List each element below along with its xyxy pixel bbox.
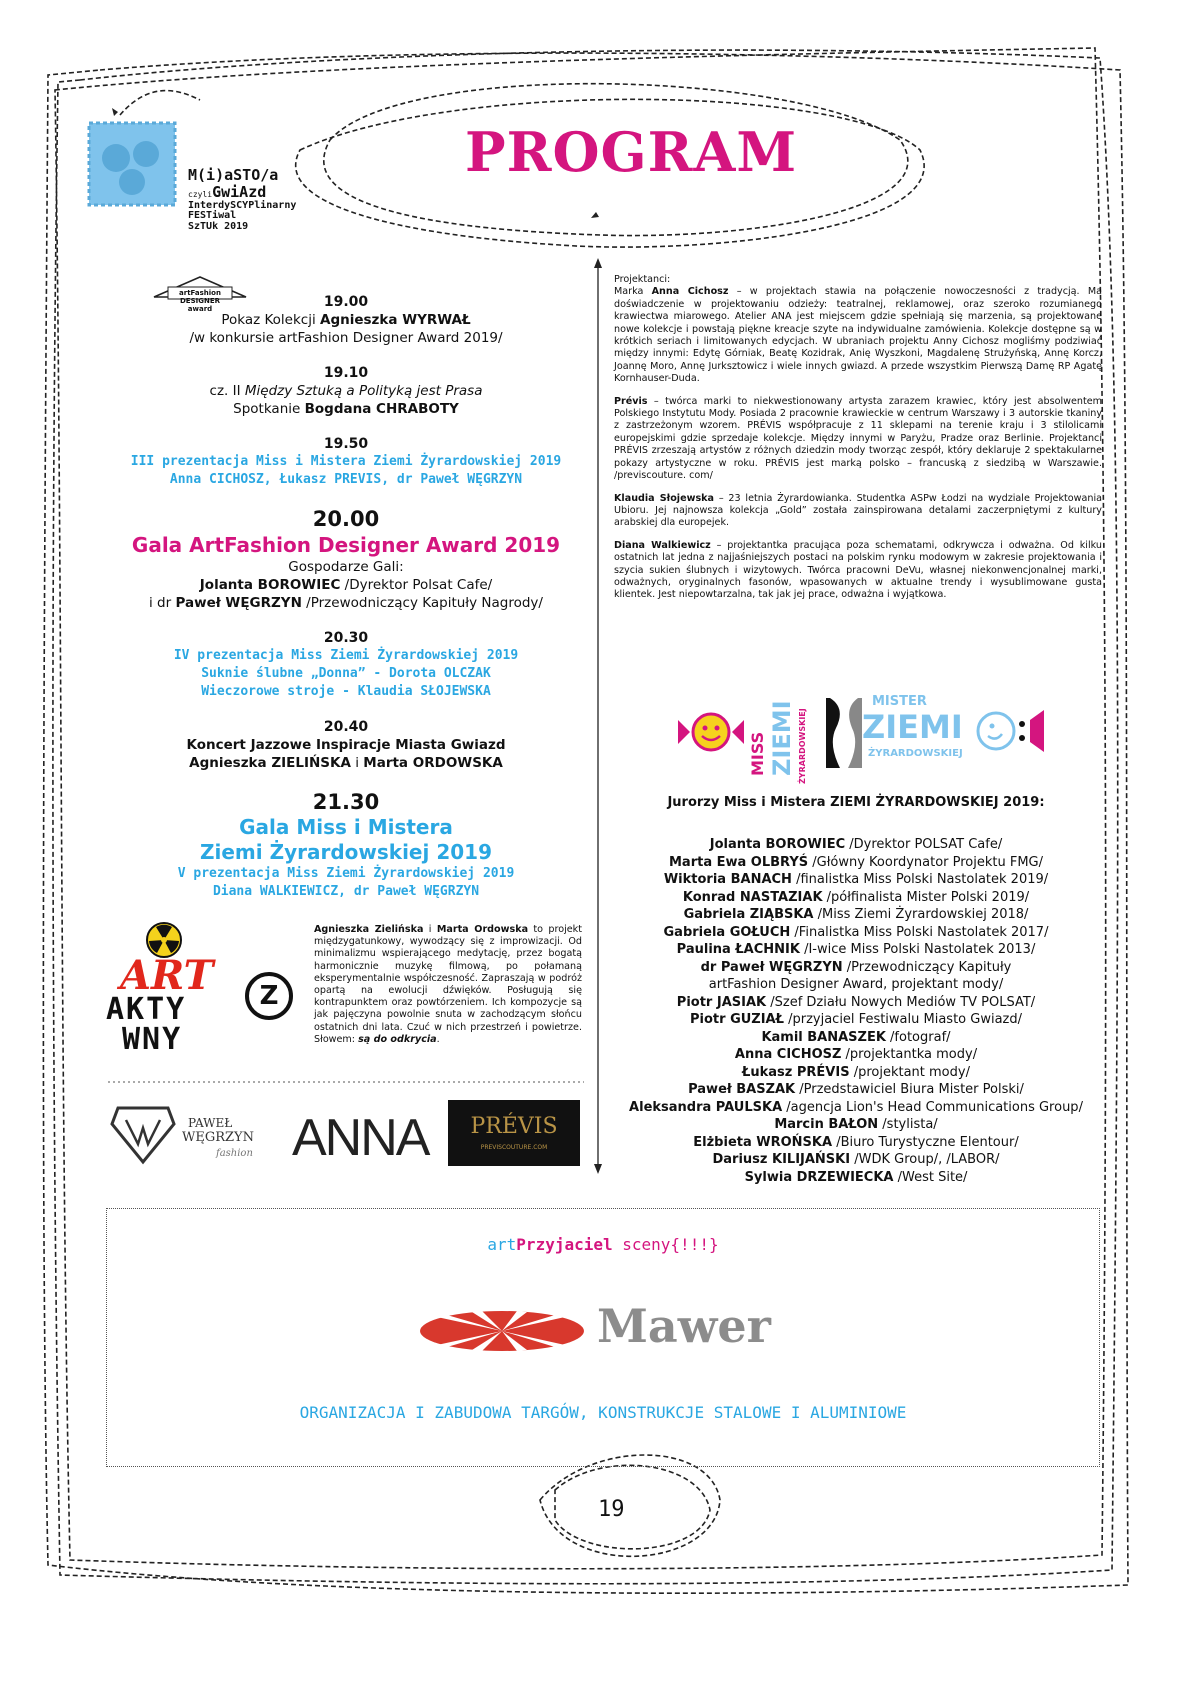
designer-text: – projektantka pracująca poza schematami, odkrywcza i odważna. Od kilku ostatnich lat jedna z najjaśniejszych postaci na polskim rynku modowym w zakresie projektowania i szycia sukien ślubnych i wizytowych. Twórca pracowni DeVu, własnej niekonwencjonalnej marki, odważnych, oryginalnych fasonów, wpasowanych w aktualne trendy i wysublimowane gusta klientek. Jest niepowtarzalna, tak jak jej prace, odważna i wyjątkowa. (614, 539, 1102, 601)
designer-name: Prévis (614, 395, 648, 407)
pw-text-2: WĘGRZYN (182, 1130, 255, 1145)
designers-intro: Projektanci: (614, 274, 671, 285)
designer-text: – twórca marki to niekwestionowany artysta zarazem krawiec, który jest absolwentem Polskiego Instytutu Mody. Posiada 2 pracownie krawieckie w centrum Warszawy i 3 autorskie tkaniny z zastrzeżonym wzorem. PRÉVIS współpracuje z 11 sklepami na terenie kraju i 3 stilolicami europejskimi gdzie sprzedaje kolekcje. Między innymi w Paryżu, Pradze oraz Berlinie. Projektanci PRÉVIS zrzeszają artystów z różnych dziedzin mody tworząc zespół, który deklaruje 2 spektakularne pokazy artystyczne w roku. PRÉVIS jest marką polsko – francuską z siedzibą w Warszawie. /previscouture. com/ (614, 395, 1102, 482)
jury-member-name: Jolanta BOROWIEC (709, 837, 846, 852)
jury-member-name: Piotr JASIAK (676, 994, 767, 1010)
event-time: 20.00 (312, 507, 380, 531)
event-text: Diana WALKIEWICZ, dr Paweł WĘGRZYN (212, 884, 480, 899)
miss-text: MISS (748, 731, 767, 776)
event-time: 19.50 (323, 436, 369, 452)
mister-region-text: ŻYRARDOWSKIEJ (868, 748, 963, 759)
jury-member (612, 836, 1100, 854)
event-title: Ziemi Żyrardowskiej 2019 (200, 840, 492, 864)
jury-member (612, 994, 1100, 1012)
event-text: Między Sztuką a Polityką jest Prasa (244, 383, 483, 399)
jury-member (612, 1151, 1100, 1169)
mawer-logo-icon (417, 1307, 587, 1355)
designers-section (614, 274, 1102, 612)
miss-text-block (740, 700, 830, 784)
jury-member (612, 1029, 1100, 1047)
previs-text: PRÉVIS (470, 1114, 558, 1139)
jury-member-role: /Biuro Turystyczne Elentour/ (832, 1134, 1019, 1150)
event-text: III prezentacja Miss i Mistera Ziemi Żyrardowskiej 2019 (130, 454, 562, 469)
desc-text: to projekt międzygatunkowy, wywodzący się z improwizacji. Od minimalizmu wspierającego medytację, przez bogatą harmonicznie muzykę filmową, po połamaną eksperymentalnie współczesność. Zapraszają w podróż opartą na ewolucji dźwięków. Posługują się kontrapunktem oraz powtórzeniem. Ich kompozycje są jak pajęczyna powolnie snuta w zachodzącym słońcu ostatnich dni lata. Czuć w nich przestrzeń i powietrze. Słowem: (314, 924, 582, 1045)
festival-name-line5: SzTUk 2019 (188, 220, 249, 232)
jury-member-name: Gabriela GOŁUCH (663, 924, 791, 940)
jury-member-role: /Miss Ziemi Żyrardowskiej 2018/ (813, 907, 1029, 922)
jury-member-name: Dariusz KILIJAŃSKI (712, 1152, 851, 1167)
sponsor-box (106, 1208, 1100, 1467)
sponsor-heading (107, 1235, 1099, 1254)
event-time: 19.10 (323, 365, 369, 381)
designer-name: Anna Cichosz (651, 286, 729, 298)
jury-member (612, 854, 1100, 872)
art-aktywny-logo (106, 922, 224, 1062)
festival-name-line1: M(i)aSTO/a (188, 166, 279, 184)
desc-dot: . (436, 1033, 440, 1045)
event-text: i (350, 755, 364, 771)
designer-text: – 23 letnia Żyrardowianka. Studentka ASPw Łodzi na wydziale Projektowania Ubioru. Jej najnowsza kolekcja „Gold” została zainspirowana detalami zaczerpniętymi z kultury arabskiej dla europejek. (614, 492, 1102, 529)
jury-title: Jurorzy Miss i Mistera ZIEMI ŻYRARDOWSKIEJ 2019: (667, 795, 1045, 810)
jury-member-role: /półfinalista Mister Polski 2019/ (822, 889, 1030, 905)
event-person: Agnieszka ZIELIŃSKA (189, 755, 351, 771)
jury-member (612, 959, 1100, 977)
jury-member-name: Gabriela ZIĄBSKA (683, 907, 814, 922)
designer-text: Marka (614, 286, 652, 298)
pw-text-1: PAWEŁ (188, 1116, 233, 1130)
jury-member-role: /Finalistka Miss Polski Nastolatek 2017/ (790, 924, 1049, 940)
event-text: Anna CICHOSZ, Łukasz PREVIS, dr Paweł WĘGRZYN (169, 472, 523, 487)
designer-text: – w projektach stawia na połączenie nowoczesności z tradycją. Ma doświadczenie w projektowaniu odzieży: teatralnej, reklamowej, oraz szeroko rozumianego krawiectwa miarowego. Atelier ANA jest miejscem gdzie spełniają się marzenia, są projektowane nowe kolekcje i powstają piękne kreacje szyte na indywidualne zamówienia. Kolekcje dostępne są w krótkich seriach i limitowanych edycjach. W ubraniach projektu Anny Cichosz mogliśmy podziwiać między innymi: Edytę Górniak, Beatę Kozidrak, Anię Wyszkoni, Magdalenę Strużyńską, Annę Korcz, Joannę Moro, Annę Jurksztowicz i wiele innych gwiazd. A przede wszystkim Pierwszą Damę RP Agatę Kornhauser-Duda. (614, 286, 1103, 385)
jury-list (612, 836, 1100, 1186)
desc-end: są do odkrycia (358, 1033, 437, 1045)
faces-silhouette-icon (824, 694, 864, 772)
event-title: Gala Miss i Mistera (239, 815, 453, 839)
jury-member-name: Piotr GUZIAŁ (690, 1012, 784, 1027)
jury-member-name: Wiktoria BANACH (663, 872, 792, 887)
jury-member-role: /projektantka mody/ (841, 1047, 978, 1062)
jury-member-role: /Przewodniczący Kapituły (842, 959, 1012, 975)
wny-text: WNY (122, 1022, 183, 1057)
jury-member (612, 1011, 1100, 1029)
concert-description (314, 924, 582, 1046)
jury-member (612, 1064, 1100, 1082)
jury-member-name: Marcin BAŁON (774, 1117, 879, 1132)
jury-member-name: Paulina ŁACHNIK (676, 942, 800, 957)
ana-logo: ANNA (292, 1109, 429, 1167)
festival-name-line4: FESTiwal (188, 210, 237, 222)
festival-name-line3: InterdySCYPlinarny (188, 199, 297, 211)
jury-member-name: Paweł BASZAK (688, 1082, 796, 1097)
mawer-brand: Mawer (597, 1299, 771, 1353)
jury-member (612, 941, 1100, 959)
jury-member-role: /Przedstawiciel Biura Mister Polski/ (795, 1082, 1024, 1097)
page-title: PROGRAM (465, 120, 798, 184)
jury-member (612, 1134, 1100, 1152)
jury-member-role: /agencja Lion's Head Communications Group/ (782, 1099, 1083, 1115)
event-person: Bogdana CHRABOTY (304, 401, 459, 417)
event-time: 21.30 (312, 790, 380, 814)
jury-member-name: dr Paweł WĘGRZYN (700, 959, 843, 975)
event-time: 20.40 (323, 719, 369, 735)
event-person: Jolanta BOROWIEC (199, 577, 341, 593)
jury-member-name: Kamil BANASZEK (761, 1029, 886, 1045)
jury-member-name: Konrad NASTAZIAK (682, 889, 823, 905)
miss-ziemi-text: ZIEMI (768, 700, 796, 776)
festival-stamp-logo (86, 120, 178, 208)
event-text: Suknie ślubne „Donna” - Dorota OLCZAK (201, 666, 491, 681)
pawel-wegrzyn-logo (108, 1098, 268, 1170)
sponsor-tagline: ORGANIZACJA I ZABUDOWA TARGÓW, KONSTRUKCJE STALOWE I ALUMINIOWE (299, 1403, 907, 1422)
sponsor-heading-friend: Przyjaciel (516, 1235, 613, 1254)
event-time: 20.30 (323, 630, 369, 646)
jury-member-name: Łukasz PRÉVIS (742, 1064, 850, 1080)
mister-text: MISTER (872, 694, 927, 709)
previs-subtext: PREVISCOUTURE.COM (480, 1144, 548, 1151)
designer-award-text: artFashion DESIGNER award (179, 289, 221, 313)
jury-member-role: /Główny Koordynator Projektu FMG/ (808, 854, 1044, 870)
jury-member (612, 1169, 1100, 1187)
jury-member (612, 924, 1100, 942)
event-text: /Przewodniczący Kapituły Nagrody/ (301, 595, 543, 611)
event-text: IV prezentacja Miss Ziemi Żyrardowskiej 2019 (173, 648, 519, 663)
sponsor-heading-scene: sceny{!!!} (612, 1235, 719, 1254)
event-text: /w konkursie artFashion Designer Award 2019/ (189, 330, 503, 346)
desc-and: i (423, 924, 437, 935)
program-schedule (108, 293, 584, 901)
event-time: 19.00 (323, 294, 369, 310)
festival-name-line2: GwiAzd (212, 182, 267, 201)
jury-member-role: /fotograf/ (885, 1029, 951, 1045)
event-text: Pokaz Kolekcji (221, 312, 321, 328)
event-person: Paweł WĘGRZYN (175, 595, 302, 611)
jury-member-name: Elżbieta WROŃSKA (693, 1134, 833, 1150)
event-title: Gala ArtFashion Designer Award 2019 (131, 533, 561, 557)
jury-member-name: Aleksandra PAULSKA (629, 1099, 783, 1115)
jury-member-role: /Dyrektor POLSAT Cafe/ (845, 837, 1003, 852)
jury-member (612, 976, 1100, 994)
event-text: Spotkanie (233, 401, 305, 417)
jury-member-role: /projektant mody/ (849, 1064, 970, 1080)
jury-member-role: /I-wice Miss Polski Nastolatek 2013/ (799, 942, 1036, 957)
miss-smiley-icon (676, 710, 746, 766)
jury-member-role: artFashion Designer Award, projektant mody/ (708, 977, 1004, 992)
event-text: /Dyrektor Polsat Cafe/ (340, 577, 493, 593)
event-text: i dr (149, 595, 176, 611)
jury-member-role: /Szef Działu Nowych Mediów TV POLSAT/ (766, 994, 1036, 1010)
designer-name: Klaudia Słojewska (614, 492, 715, 504)
designer-name: Diana Walkiewicz (614, 539, 711, 551)
jury-member-role: /finalistka Miss Polski Nastolatek 2019/ (791, 872, 1049, 887)
miss-mister-logos (676, 686, 1048, 788)
event-text: Koncert Jazzowe Inspiracje Miasta Gwiazd (186, 737, 506, 753)
jury-member (612, 889, 1100, 907)
z-logo: Z (245, 972, 293, 1020)
jury-member (612, 1099, 1100, 1117)
event-person: Marta ORDOWSKA (363, 755, 503, 771)
event-text: Gospodarze Gali: (288, 559, 404, 575)
jury-member (612, 1116, 1100, 1134)
pw-text-3: fashion (216, 1148, 253, 1159)
akty-text: AKTY (106, 992, 187, 1027)
sponsor-heading-art: art (487, 1235, 517, 1254)
festival-name-czyli: czyli (188, 189, 213, 199)
page-number: 19 (598, 1497, 625, 1522)
jury-member (612, 1081, 1100, 1099)
festival-name (188, 168, 296, 232)
previs-logo (448, 1100, 580, 1166)
jury-member-role: /stylista/ (878, 1117, 938, 1132)
event-person: Agnieszka WYRWAŁ (320, 312, 471, 328)
diamond-icon (108, 1098, 178, 1168)
event-text: cz. II (209, 383, 245, 399)
jury-member (612, 1046, 1100, 1064)
jury-member-role: /przyjaciel Festiwalu Miasto Gwiazd/ (783, 1012, 1022, 1027)
jury-member (612, 871, 1100, 889)
mister-ziemi-text: ZIEMI (862, 708, 963, 746)
jury-member-name: Anna CICHOSZ (734, 1047, 842, 1062)
art-text: ART (120, 952, 214, 999)
event-text: V prezentacja Miss Ziemi Żyrardowskiej 2019 (177, 866, 515, 881)
jury-member-name: Sylwia DRZEWIECKA (744, 1169, 894, 1185)
desc-name: Agnieszka Zielińska (314, 924, 424, 935)
jury-member-name: Marta Ewa OLBRYŚ (668, 854, 809, 870)
jury-member-role: /West Site/ (893, 1169, 968, 1185)
jury-member (612, 906, 1100, 924)
event-text: Wieczorowe stroje - Klaudia SŁOJEWSKA (201, 684, 491, 699)
mister-smiley-icon (966, 706, 1046, 756)
desc-name: Marta Ordowska (436, 924, 529, 935)
jury-member-role: /WDK Group/, /LABOR/ (850, 1152, 1000, 1167)
miss-region-text: ŻYRARDOWSKIEJ (798, 708, 807, 784)
